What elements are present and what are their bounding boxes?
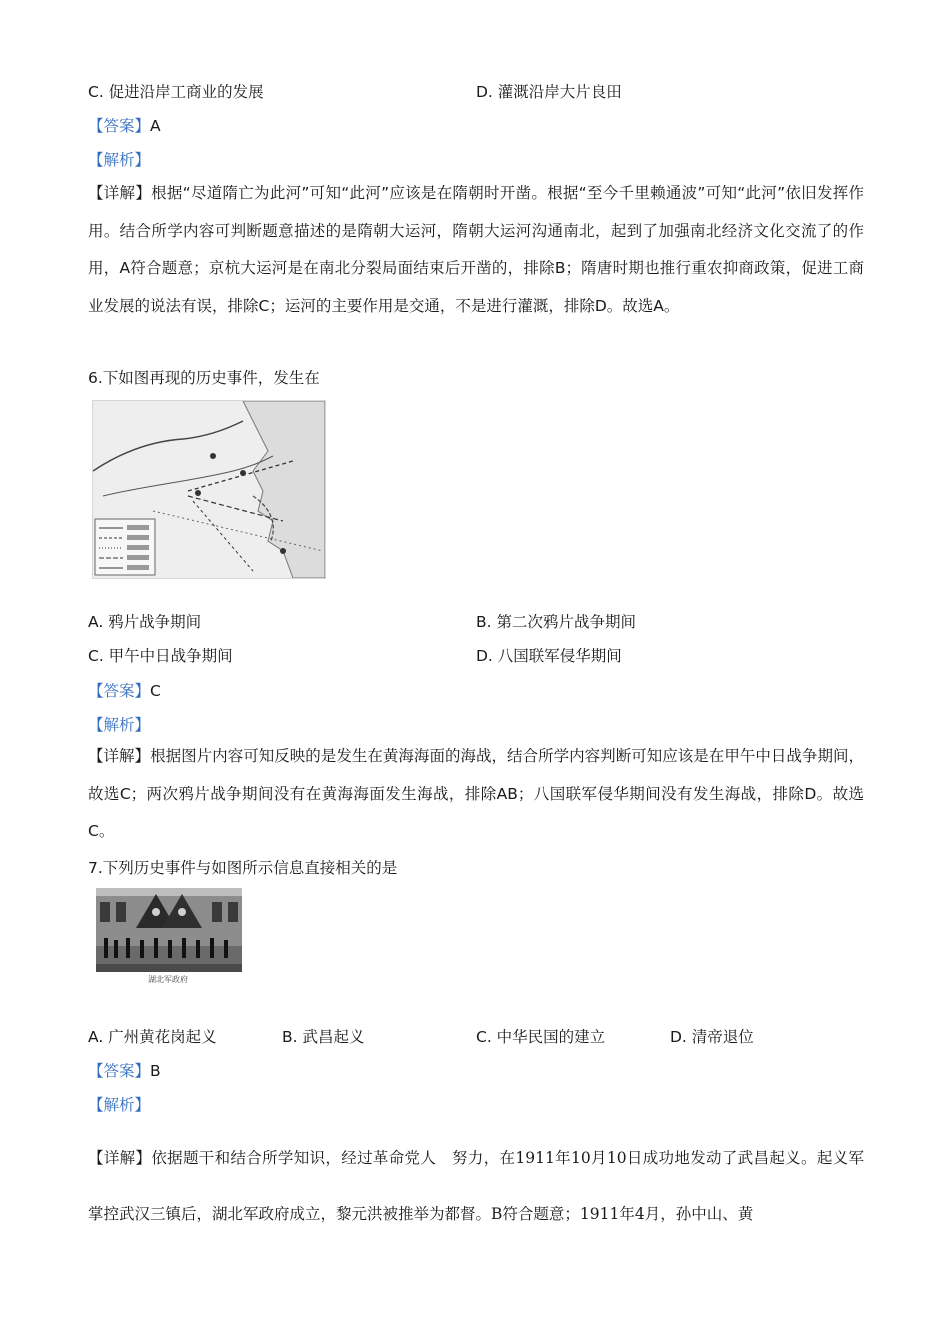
q7-detail — [88, 1130, 864, 1242]
q7-option-d: D. 清帝退位 — [670, 1028, 754, 1046]
q7-option-c: C. 中华民国的建立 — [476, 1028, 606, 1046]
q5-answer — [88, 116, 161, 136]
q5-option-d: D. 灌溉沿岸大片良田 — [476, 83, 622, 101]
answer-value: C — [150, 682, 161, 700]
answer-tag: 【答案】 — [88, 1062, 151, 1080]
answer-value: A — [150, 117, 161, 135]
q7-question: 7.下列历史事件与如图所示信息直接相关的是 — [88, 859, 398, 877]
q5-detail — [88, 175, 864, 325]
detail-tag: 【详解】 — [88, 1149, 152, 1167]
q6-option-b: B. 第二次鸦片战争期间 — [476, 613, 636, 631]
detail-tag: 【详解】 — [88, 184, 152, 202]
detail-text: 依据题干和结合所学知识，经过革命党人 努力，在1911年10月10日成功地发动了武昌起义。起义军掌控武汉三镇后，湖北军政府成立，黎元洪被推举为都督。B符合题意；1911年4月，孙中山、黄 — [88, 1149, 864, 1223]
photo-caption: 湖北军政府 — [148, 975, 188, 984]
detail-tag: 【详解】 — [88, 747, 151, 765]
q6-answer — [88, 681, 161, 701]
q5-option-c: C. 促进沿岸工商业的发展 — [88, 83, 264, 101]
answer-tag: 【答案】 — [88, 682, 151, 700]
q7-analysis-tag: 【解析】 — [88, 1096, 151, 1114]
q7-answer — [88, 1061, 161, 1081]
q7-option-a: A. 广州黄花岗起义 — [88, 1028, 217, 1046]
q6-option-d: D. 八国联军侵华期间 — [476, 647, 622, 665]
detail-text: 根据“尽道隋亡为此河”可知“此河”应该是在隋朝时开凿。根据“至今千里赖通波”可知“此河”依旧发挥作用。结合所学内容可判断题意描述的是隋朝大运河，隋朝大运河沟通南北，起到了加强南北经济文化交流了的作用，A符合题意；京杭大运河是在南北分裂局面结束后开凿的，排除B；隋唐时期也推行重农抑商政策，促进工商业发展的说法有误，排除C；运河的主要作用是交通，不是进行灌溉，排除D。故选A。 — [88, 184, 864, 315]
answer-value: B — [150, 1062, 161, 1080]
q6-analysis-tag: 【解析】 — [88, 716, 151, 734]
q6-question: 6.下如图再现的历史事件，发生在 — [88, 369, 320, 387]
q6-option-c: C. 甲午中日战争期间 — [88, 647, 233, 665]
q6-detail — [88, 738, 864, 851]
answer-tag: 【答案】 — [88, 117, 151, 135]
q6-option-a: A. 鸦片战争期间 — [88, 613, 202, 631]
detail-text: 根据图片内容可知反映的是发生在黄海海面的海战，结合所学内容判断可知应该是在甲午中日战争期间，故选C；两次鸦片战争期间没有在黄海海面发生海战，排除AB；八国联军侵华期间没有发生海战，排除D。故选C。 — [88, 747, 864, 840]
q7-option-b: B. 武昌起义 — [282, 1028, 365, 1046]
q5-analysis-tag: 【解析】 — [88, 151, 151, 169]
hubei-military-government-photo — [96, 888, 242, 984]
war-map-image — [92, 400, 326, 579]
